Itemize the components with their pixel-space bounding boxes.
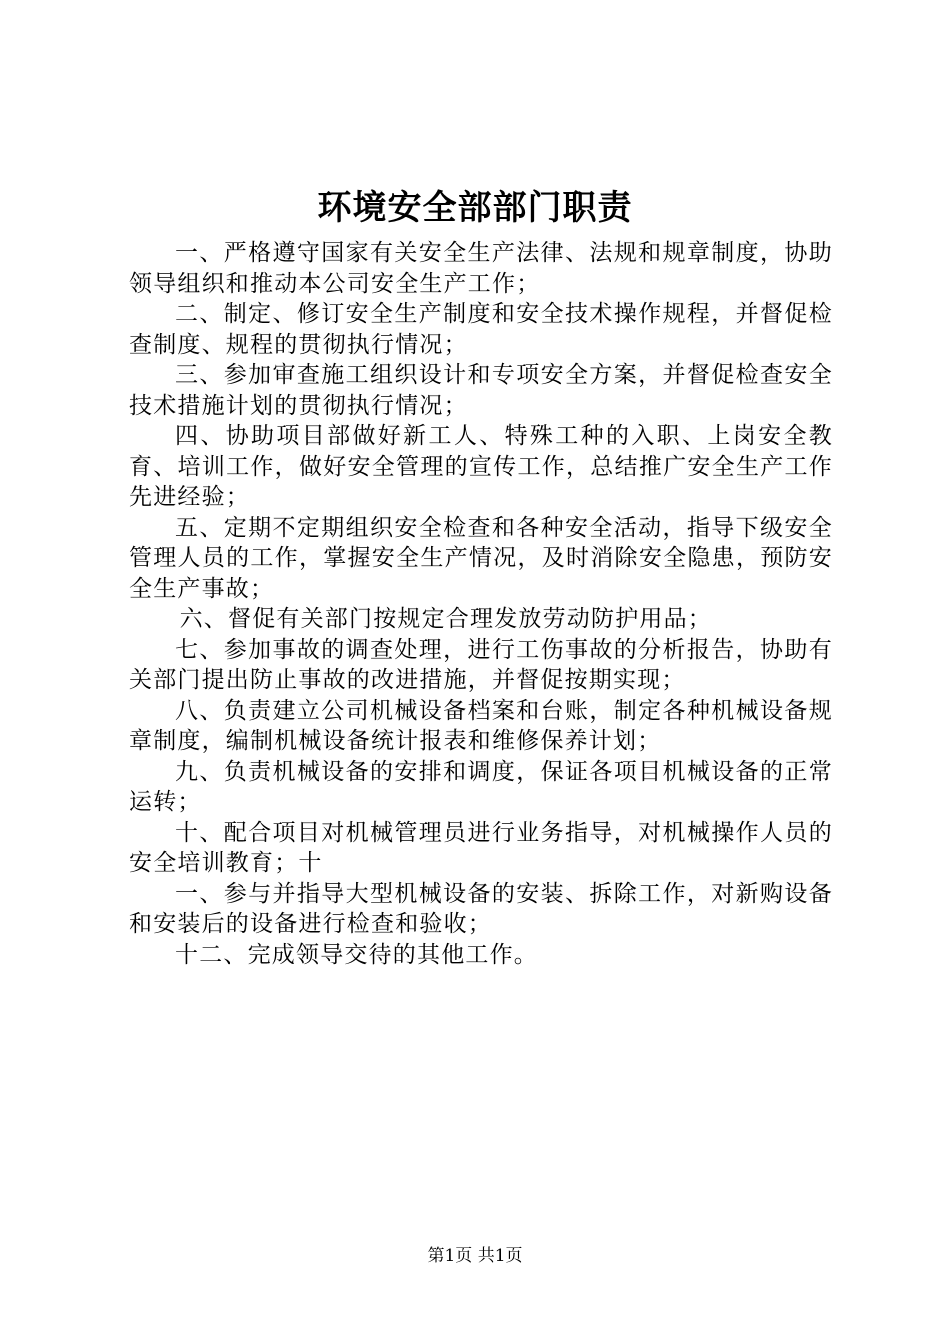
duty-item-2: 二、制定、修订安全生产制度和安全技术操作规程，并督促检查制度、规程的贯彻执行情况；: [129, 301, 833, 358]
page-footer: 第1页 共1页: [427, 1246, 523, 1266]
duty-item-1: 一、严格遵守国家有关安全生产法律、法规和规章制度，协助领导组织和推动本公司安全生产工作；: [129, 240, 833, 297]
document-title: 环境安全部部门职责: [317, 188, 633, 228]
duty-item-11: 一、参与并指导大型机械设备的安装、拆除工作，对新购设备和安装后的设备进行检查和验收；: [129, 880, 833, 937]
duty-item-9: 九、负责机械设备的安排和调度，保证各项目机械设备的正常运转；: [129, 758, 833, 815]
duty-item-6: 六、督促有关部门按规定合理发放劳动防护用品；: [179, 606, 712, 632]
duty-item-7: 七、参加事故的调查处理，进行工伤事故的分析报告，协助有关部门提出防止事故的改进措施，并督促按期实现；: [129, 636, 833, 693]
duty-item-3: 三、参加审查施工组织设计和专项安全方案，并督促检查安全技术措施计划的贯彻执行情况；: [129, 362, 833, 419]
duty-item-4: 四、协助项目部做好新工人、特殊工种的入职、上岗安全教育、培训工作，做好安全管理的宣传工作，总结推广安全生产工作先进经验；: [129, 423, 833, 510]
duty-item-8: 八、负责建立公司机械设备档案和台账，制定各种机械设备规章制度，编制机械设备统计报表和维修保养计划；: [129, 697, 833, 754]
duty-item-5: 五、定期不定期组织安全检查和各种安全活动，指导下级安全管理人员的工作，掌握安全生产情况，及时消除安全隐患，预防安全生产事故；: [129, 514, 833, 602]
duty-item-12: 十二、完成领导交待的其他工作。: [175, 941, 538, 968]
document-body: [129, 238, 833, 970]
duty-item-10: 十、配合项目对机械管理员进行业务指导，对机械操作人员的安全培训教育；十: [129, 819, 833, 876]
